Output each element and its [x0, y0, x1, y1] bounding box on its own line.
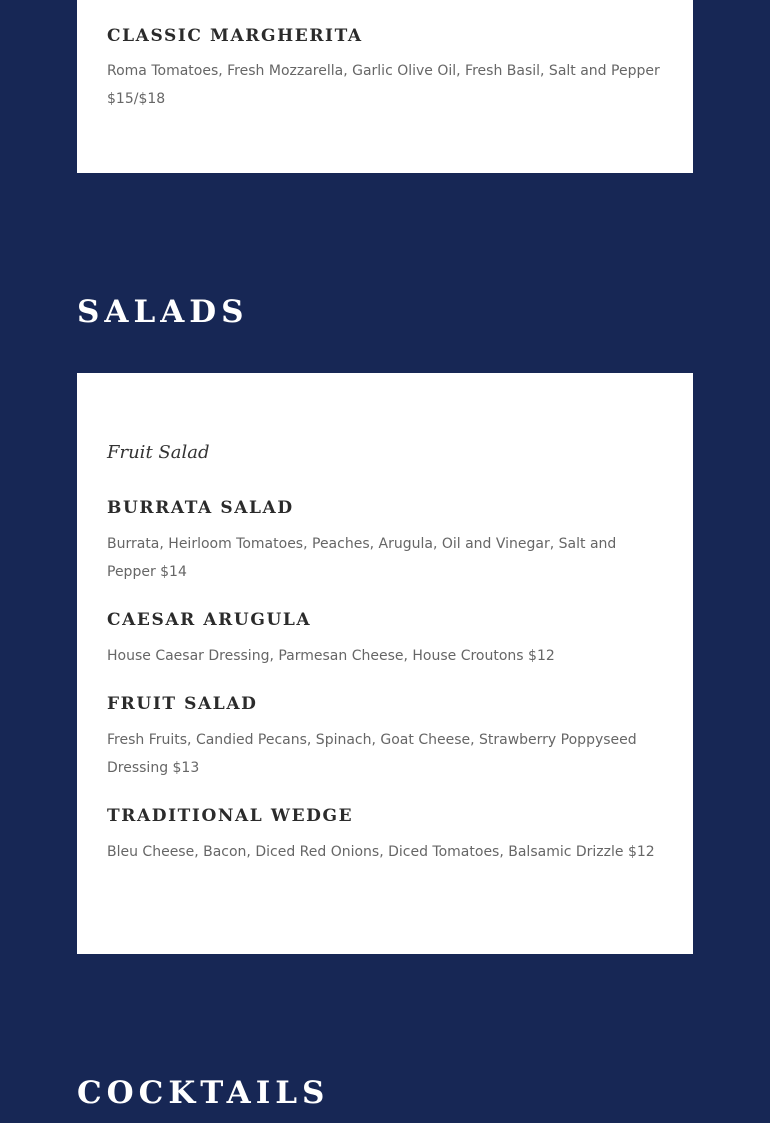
menu-card-salads [77, 373, 693, 954]
menu-item-description: Burrata, Heirloom Tomatoes, Peaches, Arugula, Oil and Vinegar, Salt and Pepper $14 [107, 536, 617, 580]
menu-item-description: Fresh Fruits, Candied Pecans, Spinach, Goat Cheese, Strawberry Poppyseed Dressing $13 [107, 732, 637, 776]
menu-subheading: Fruit Salad [107, 442, 210, 463]
section-heading-cocktails: COCKTAILS [77, 1075, 330, 1111]
menu-item-name: CLASSIC MARGHERITA [107, 26, 363, 46]
menu-item-name: BURRATA SALAD [107, 498, 294, 518]
menu-item-name: TRADITIONAL WEDGE [107, 806, 354, 826]
menu-item-name: FRUIT SALAD [107, 694, 258, 714]
menu-item-description: Roma Tomatoes, Fresh Mozzarella, Garlic Olive Oil, Fresh Basil, Salt and Pepper $15/$18 [107, 63, 660, 107]
section-heading-salads: SALADS [77, 294, 249, 330]
menu-item-name: CAESAR ARUGULA [107, 610, 312, 630]
menu-item-description: House Caesar Dressing, Parmesan Cheese, House Croutons $12 [107, 648, 555, 664]
menu-card-pizza [77, 0, 693, 173]
menu-item-description: Bleu Cheese, Bacon, Diced Red Onions, Diced Tomatoes, Balsamic Drizzle $12 [107, 844, 655, 860]
